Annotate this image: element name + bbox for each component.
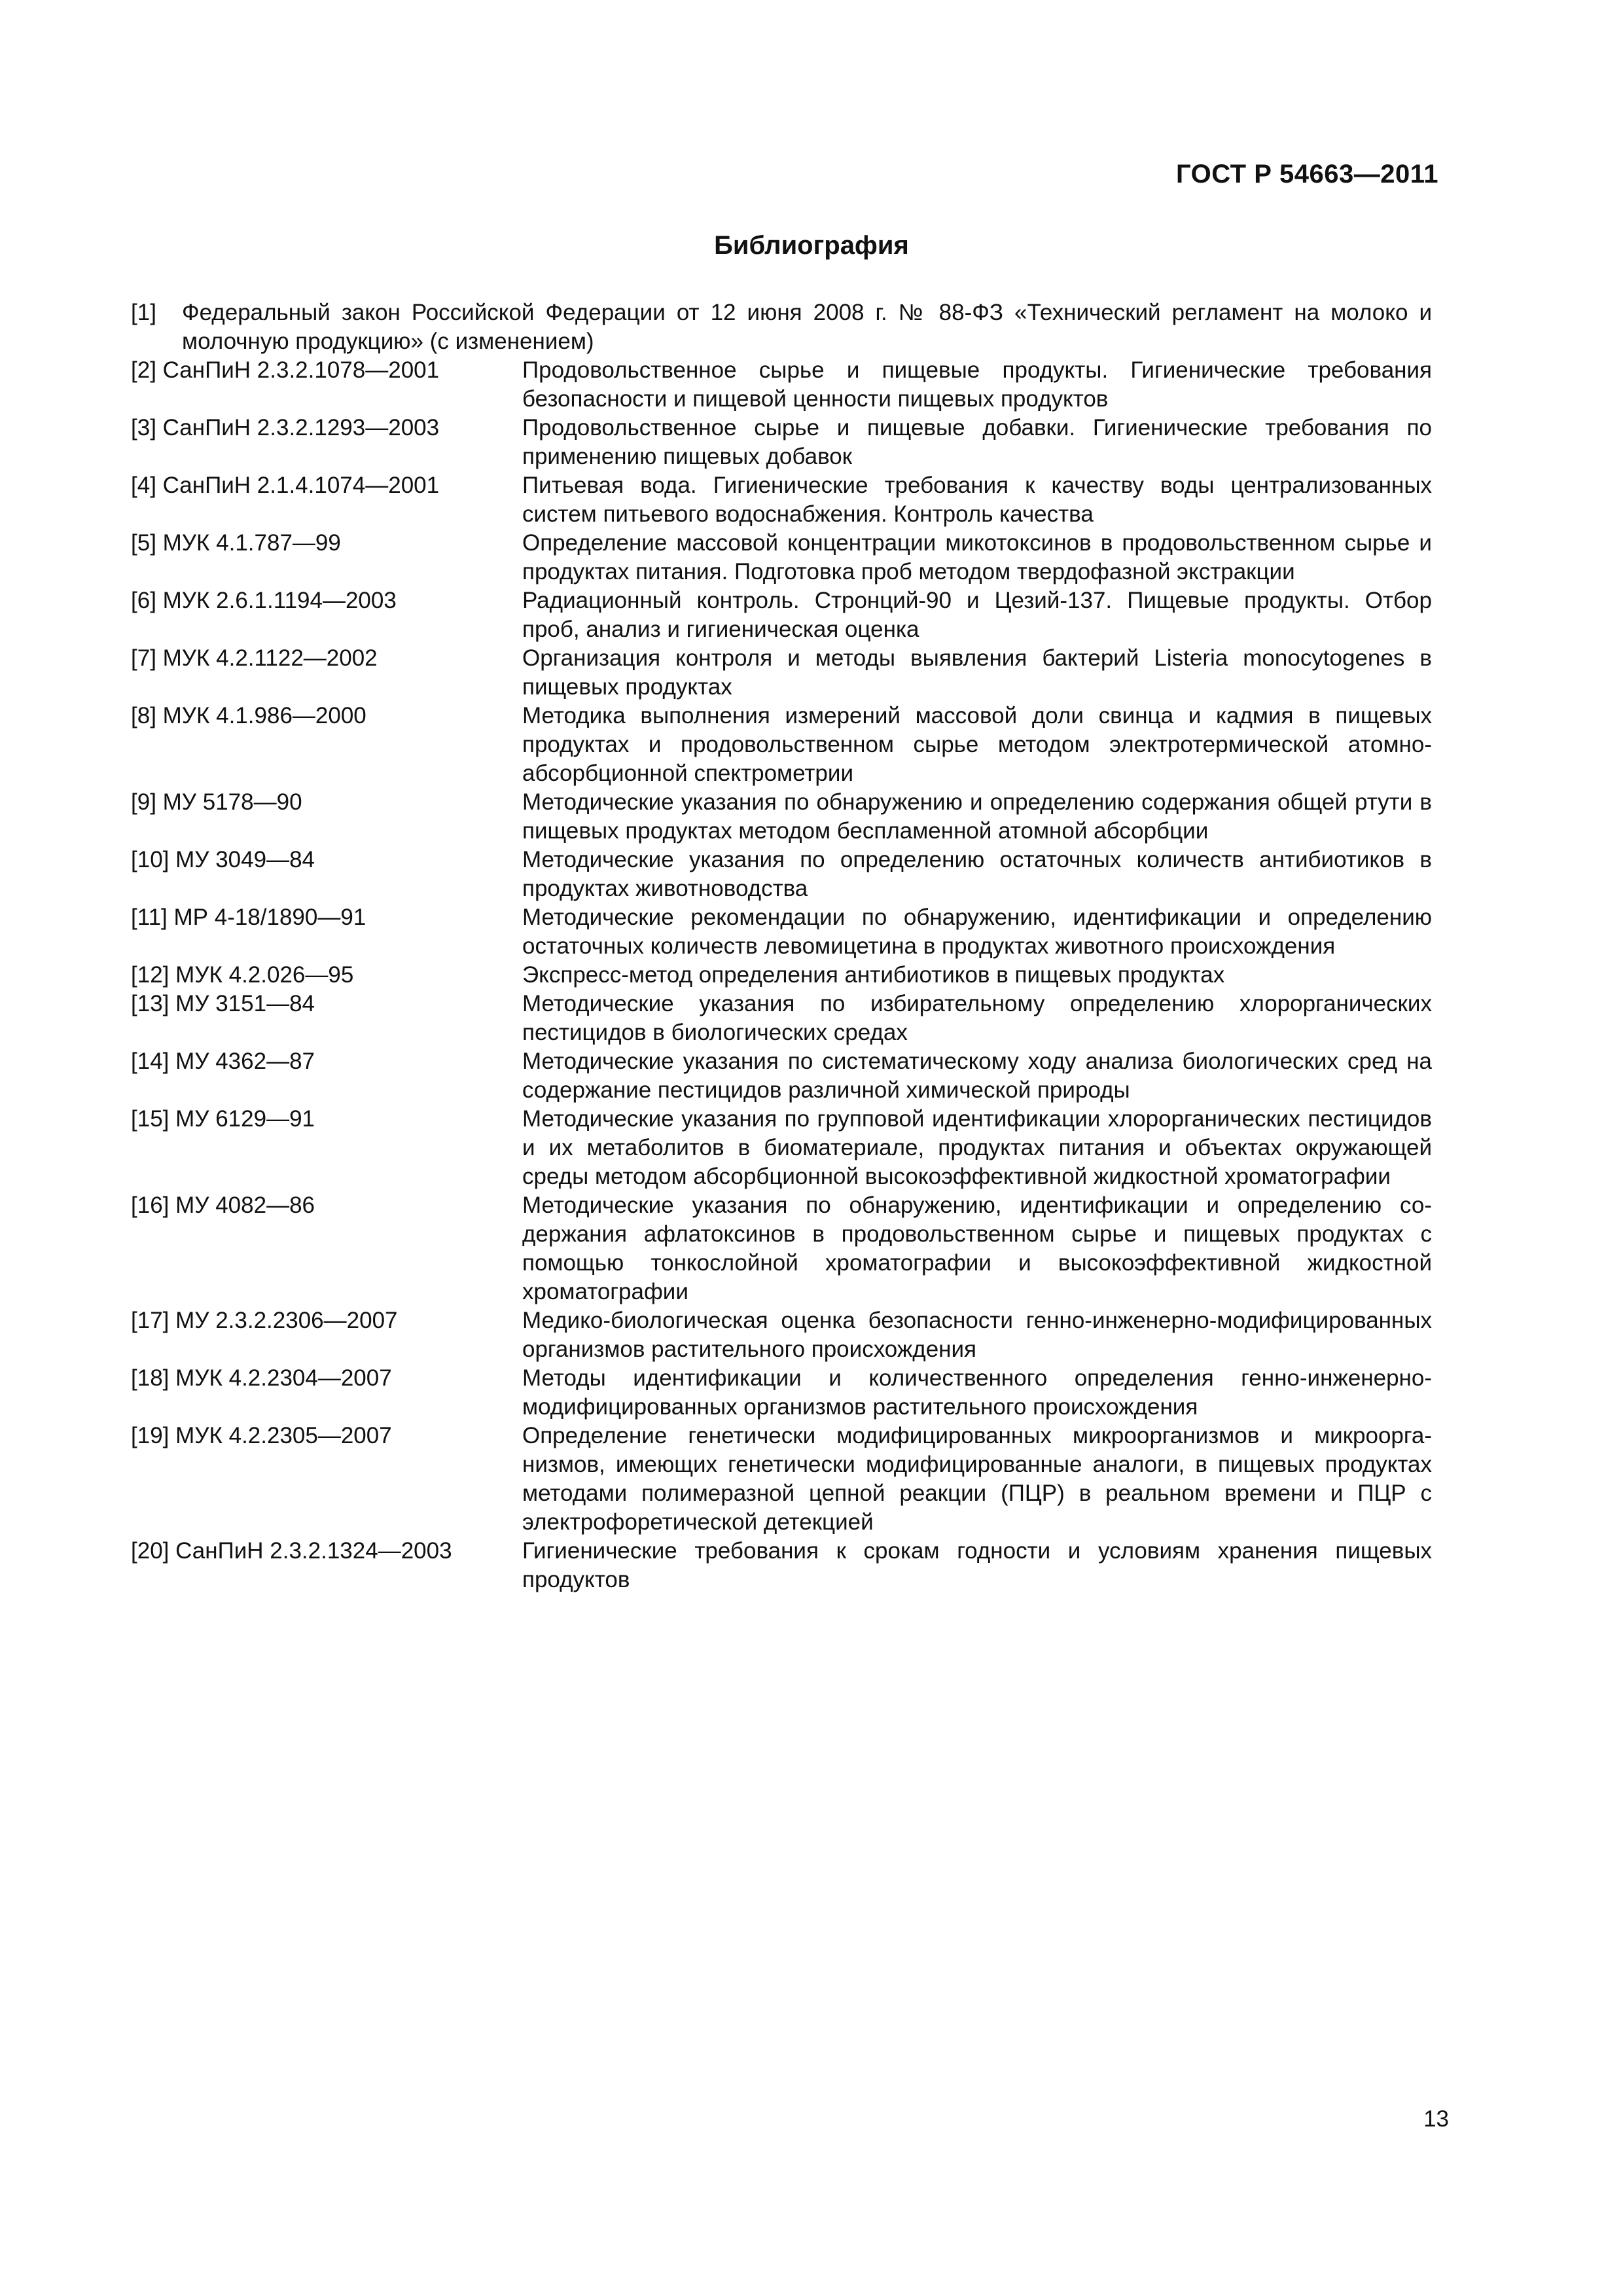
entry-reference: [17] МУ 2.3.2.2306—2007 bbox=[131, 1308, 398, 1333]
bibliography-entry bbox=[131, 1306, 1432, 1364]
bibliography-entry bbox=[131, 1105, 1432, 1191]
entry-reference: [10] МУ 3049—84 bbox=[131, 847, 315, 872]
entry-description: Медико-биологическая оценка безопасности генно-инженерно-модифицированных организмов растительного происхождения bbox=[522, 1308, 1432, 1362]
entry-description: Организация контроля и методы выявления бактерий Listeria monocytogenes в пищевых продуктах bbox=[522, 645, 1432, 700]
entry-description: Методика выполнения измерений массовой доли свинца и кадмия в пищевых продуктах и продовольственном сырье методом электротермической атомно-абсорбционной спектрометрии bbox=[522, 703, 1432, 786]
entry-reference: [9] МУ 5178—90 bbox=[131, 789, 302, 815]
entry-description: Методические указания по систематическому ходу анализа биологических сред на содержание пестицидов различной химической природы bbox=[522, 1049, 1432, 1103]
bibliography-list bbox=[131, 298, 1432, 1594]
entry-description: Федеральный закон Российской Федерации от 12 июня 2008 г. № 88-ФЗ «Технический регламент на молоко и молочную продукцию» (с изменением) bbox=[182, 300, 1432, 354]
bibliography-entry bbox=[131, 356, 1432, 414]
entry-description: Методические рекомендации по обнаружению, идентификации и определению остаточных количеств левомицетина в продуктах животного происхождения bbox=[522, 905, 1432, 959]
bibliography-entry bbox=[131, 788, 1432, 846]
bibliography-entry bbox=[131, 471, 1432, 529]
bibliography-entry bbox=[131, 414, 1432, 471]
entry-reference: [7] МУК 4.2.1122—2002 bbox=[131, 645, 378, 671]
entry-description: Методические указания по определению остаточных количеств антибиотиков в продуктах животноводства bbox=[522, 847, 1432, 901]
bibliography-entry bbox=[131, 1191, 1432, 1306]
entry-description: Определение генетически модифицированных микроорганизмов и микроорганизмов, имеющих генетически модифицированные аналоги, в пищевых продуктах методами полимеразной цепной реакции (ПЦР) в реальном времени и ПЦР с электрофоретической детекцией bbox=[522, 1423, 1432, 1535]
page-number: 13 bbox=[1423, 2106, 1449, 2132]
bibliography-entry bbox=[131, 702, 1432, 788]
entry-description: Радиационный контроль. Стронций-90 и Цезий-137. Пищевые продукты. Отбор проб, анализ и гигиеническая оценка bbox=[522, 588, 1432, 642]
entry-description: Гигиенические требования к срокам годности и условиям хранения пищевых продуктов bbox=[522, 1538, 1432, 1592]
entry-reference: [14] МУ 4362—87 bbox=[131, 1049, 315, 1074]
entry-reference: [15] МУ 6129—91 bbox=[131, 1106, 315, 1132]
entry-description: Продовольственное сырье и пищевые продукты. Гигиенические требования безопасности и пищевой ценности пищевых продуктов bbox=[522, 357, 1432, 412]
bibliography-entry bbox=[131, 1364, 1432, 1422]
bibliography-entry bbox=[131, 903, 1432, 961]
page-title: Библиография bbox=[714, 231, 909, 260]
entry-reference: [5] МУК 4.1.787—99 bbox=[131, 530, 341, 556]
entry-description: Методические указания по групповой идентификации хлорорганических пестицидов и их метаболитов в биоматериале, продуктах питания и объектах окружающей среды методом абсорбционной высокоэффективной жидкостной хроматографии bbox=[522, 1106, 1432, 1189]
entry-description: Методические указания по обнаружению и определению содержания общей ртути в пищевых продуктах методом беспламенной атомной абсорбции bbox=[522, 789, 1432, 844]
document-number: ГОСТ Р 54663—2011 bbox=[1176, 160, 1438, 188]
bibliography-entry bbox=[131, 1537, 1432, 1594]
entry-description: Экспресс-метод определения антибиотиков в пищевых продуктах bbox=[522, 962, 1225, 988]
entry-reference: [8] МУК 4.1.986—2000 bbox=[131, 703, 366, 728]
entry-description: Методические указания по обнаружению, идентификации и определению содержания афлатоксинов в продовольственном сырье и пищевых продуктах с помощью тонкослойной хроматографии и высокоэффективной жидкостной хроматографии bbox=[522, 1193, 1432, 1304]
entry-description: Методы идентификации и количественного определения генно-инженерно-модифицированных организмов растительного происхождения bbox=[522, 1365, 1432, 1420]
bibliography-entry bbox=[131, 298, 1432, 356]
entry-description: Питьевая вода. Гигиенические требования к качеству воды централизованных систем питьевого водоснабжения. Контроль качества bbox=[522, 473, 1432, 527]
bibliography-entry bbox=[131, 1422, 1432, 1537]
entry-reference: [13] МУ 3151—84 bbox=[131, 991, 315, 1016]
entry-reference: [16] МУ 4082—86 bbox=[131, 1193, 315, 1218]
entry-description: Определение массовой концентрации микотоксинов в продовольственном сырье и продуктах питания. Подготовка проб методом твердофазной экстракции bbox=[522, 530, 1432, 584]
entry-reference: [3] СанПиН 2.3.2.1293—2003 bbox=[131, 415, 440, 440]
entry-reference: [1] bbox=[131, 300, 156, 325]
entry-reference: [6] МУК 2.6.1.1194—2003 bbox=[131, 588, 397, 613]
entry-reference: [19] МУК 4.2.2305—2007 bbox=[131, 1423, 392, 1448]
bibliography-entry bbox=[131, 586, 1432, 644]
entry-reference: [12] МУК 4.2.026—95 bbox=[131, 962, 354, 988]
entry-reference: [11] МР 4-18/1890—91 bbox=[131, 905, 366, 930]
bibliography-entry bbox=[131, 846, 1432, 903]
entry-reference: [4] СанПиН 2.1.4.1074—2001 bbox=[131, 473, 440, 498]
entry-description: Продовольственное сырье и пищевые добавки. Гигиенические требования по применению пищевых добавок bbox=[522, 415, 1432, 469]
bibliography-entry bbox=[131, 644, 1432, 702]
entry-reference: [20] СанПиН 2.3.2.1324—2003 bbox=[131, 1538, 452, 1564]
entry-description: Методические указания по избирательному определению хлорорганических пестицидов в биологических средах bbox=[522, 991, 1432, 1045]
entry-reference: [2] СанПиН 2.3.2.1078—2001 bbox=[131, 357, 440, 383]
bibliography-entry bbox=[131, 961, 1432, 990]
bibliography-entry bbox=[131, 990, 1432, 1047]
bibliography-entry bbox=[131, 529, 1432, 586]
entry-reference: [18] МУК 4.2.2304—2007 bbox=[131, 1365, 392, 1391]
bibliography-entry bbox=[131, 1047, 1432, 1105]
